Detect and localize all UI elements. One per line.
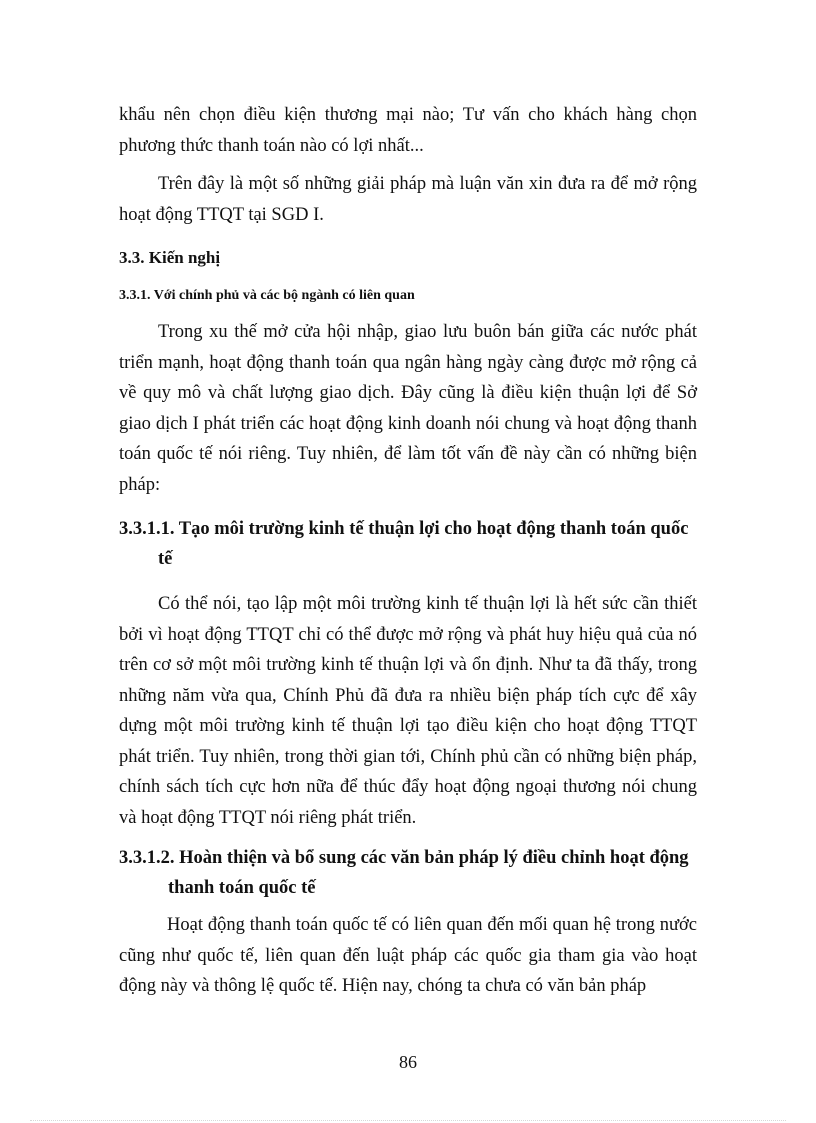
- heading-3-3-1-2-line1: 3.3.1.2. Hoàn thiện và bổ sung các văn bản pháp lý điều chỉnh hoạt động: [119, 848, 689, 868]
- heading-3-3-1: 3.3.1. Với chính phủ và các bộ ngành có liên quan: [119, 288, 415, 303]
- paragraph-legal-framework: Hoạt động thanh toán quốc tế có liên quan đến mối quan hệ trong nước cũng như quốc tế, liên quan đến luật pháp các quốc gia tham gia vào hoạt động này và thông lệ quốc tế. Hiện nay, chóng ta chưa có văn bản pháp: [119, 915, 697, 996]
- heading-3-3-1-1-line2: tế: [158, 549, 173, 569]
- heading-3-3: 3.3. Kiến nghị: [119, 248, 221, 267]
- paragraph-summary: Trên đây là một số những giải pháp mà luận văn xin đưa ra để mở rộng hoạt động TTQT tại SGD I.: [119, 174, 697, 225]
- heading-3-3-1-1: [119, 514, 699, 574]
- page-number: 86: [399, 1052, 417, 1072]
- paragraph-intro-recommendations: Trong xu thế mở cửa hội nhập, giao lưu buôn bán giữa các nước phát triển mạnh, hoạt động thanh toán qua ngân hàng ngày càng được mở rộng cả về quy mô và chất lượng giao dịch. Đây cũng là điều kiện thuận lợi để Sở giao dịch I phát triển các hoạt động kinh doanh nói chung và hoạt động thanh toán quốc tế nói riêng. Tuy nhiên, để làm tốt vấn đề này cần có những biện pháp:: [119, 322, 697, 495]
- heading-3-3-1-1-line1: 3.3.1.1. Tạo môi trường kinh tế thuận lợi cho hoạt động thanh toán quốc: [119, 519, 689, 539]
- paragraph-economic-environment: Có thể nói, tạo lập một môi trường kinh tế thuận lợi là hết sức cần thiết bởi vì hoạt động TTQT chỉ có thể được mở rộng và phát huy hiệu quả của nó trên cơ sở một môi trường kinh tế thuận lợi và ổn định. Như ta đã thấy, trong những năm vừa qua, Chính Phủ đã đưa ra nhiều biện pháp tích cực để xây dựng một môi trường kinh tế thuận lợi tạo điều kiện cho hoạt động TTQT phát triển. Tuy nhiên, trong thời gian tới, Chính phủ cần có những biện pháp, chính sách tích cực hơn nữa để thúc đẩy hoạt động ngoại thương nói chung và hoạt động TTQT nói riêng phát triển.: [119, 594, 697, 828]
- paragraph-continuation: khẩu nên chọn điều kiện thương mại nào; Tư vấn cho khách hàng chọn phương thức thanh toán nào có lợi nhất...: [119, 105, 697, 156]
- page-bottom-divider: [30, 1120, 786, 1121]
- heading-3-3-1-2-line2: thanh toán quốc tế: [168, 878, 316, 898]
- heading-3-3-1-2: [119, 843, 699, 903]
